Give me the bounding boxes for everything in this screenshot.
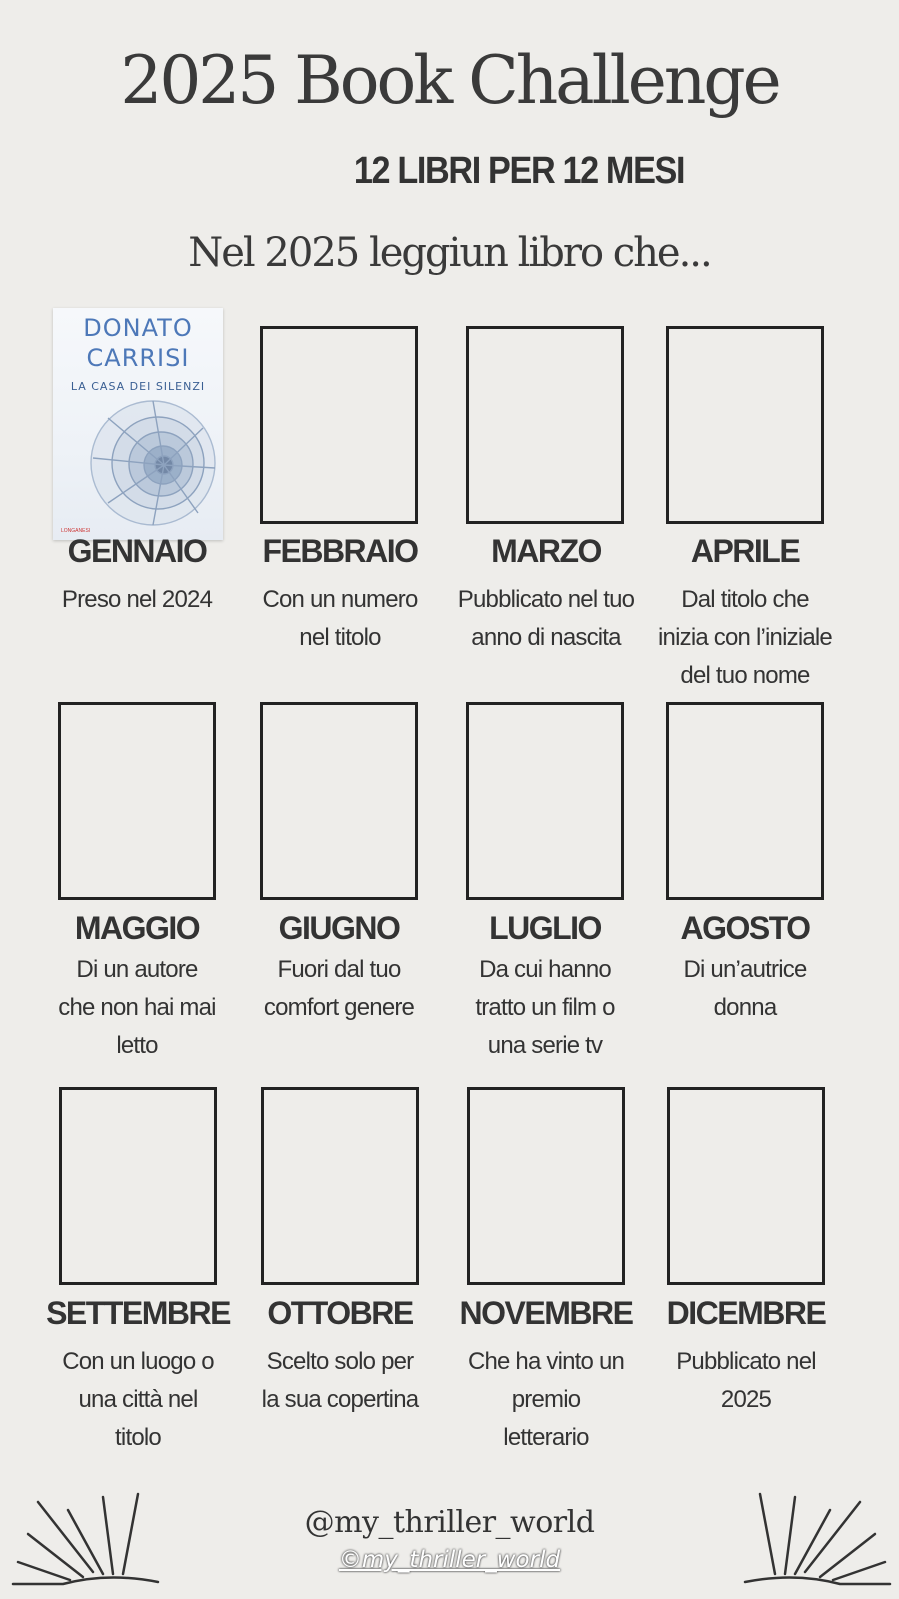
watermark-handle[interactable]: ©my_thriller_world: [338, 1547, 561, 1573]
desc-line: Che ha vinto un: [467, 1348, 625, 1375]
desc-line: inizia con l’iniziale: [658, 624, 832, 651]
desc-line: Dal titolo che: [681, 586, 809, 613]
month-label-novembre: NOVEMBRE: [459, 1295, 633, 1331]
desc-line: Fuori dal tuo: [277, 956, 401, 983]
book-slot-luglio[interactable]: [466, 702, 624, 900]
month-label-maggio: MAGGIO: [74, 910, 200, 946]
desc-line: Da cui hanno: [479, 956, 611, 983]
month-label-settembre: SETTEMBRE: [46, 1295, 230, 1331]
month-desc-novembre: [441, 1343, 651, 1457]
book-slot-marzo[interactable]: [466, 326, 624, 524]
desc-line: Scelto solo per: [266, 1348, 414, 1375]
challenge-prompt: Nel 2025 leggiun libro che...: [188, 230, 711, 276]
month-label-giugno: GIUGNO: [278, 910, 400, 946]
month-desc-ottobre: [235, 1343, 445, 1419]
desc-line: Di un’autrice: [683, 956, 807, 983]
month-label-febbraio: FEBBRAIO: [262, 533, 418, 569]
month-label-agosto: AGOSTO: [680, 910, 810, 946]
page-subtitle: 12 LIBRI PER 12 MESI: [353, 150, 685, 192]
book-slot-aprile[interactable]: [666, 326, 824, 524]
month-desc-aprile: [640, 581, 850, 695]
desc-line: Pubblicato nel tuo: [457, 586, 635, 613]
desc-line: una città nel: [78, 1386, 198, 1413]
desc-line: Pubblicato nel: [676, 1348, 816, 1375]
month-label-ottobre: OTTOBRE: [267, 1295, 413, 1331]
desc-line: tratto un film o: [475, 994, 615, 1021]
month-label-marzo: MARZO: [491, 533, 601, 569]
book-slot-maggio[interactable]: [58, 702, 216, 900]
cover-author-last: CARRISI: [86, 344, 190, 372]
desc-line: Con un numero: [262, 586, 418, 613]
book-slot-giugno[interactable]: [260, 702, 418, 900]
book-slot-dicembre[interactable]: [667, 1087, 825, 1285]
desc-line: comfort genere: [263, 994, 415, 1021]
book-slot-settembre[interactable]: [59, 1087, 217, 1285]
month-label-gennaio: GENNAIO: [67, 533, 207, 569]
desc-line: Preso nel 2024: [61, 586, 213, 613]
cover-author-first: DONATO: [83, 314, 193, 342]
month-desc-dicembre: [641, 1343, 851, 1419]
month-desc-settembre: [33, 1343, 243, 1457]
desc-line: 2025: [720, 1386, 772, 1413]
month-label-aprile: APRILE: [690, 533, 800, 569]
month-desc-marzo: [441, 581, 651, 657]
page-title: 2025 Book Challenge: [120, 42, 779, 119]
month-desc-giugno: [234, 951, 444, 1027]
desc-line: che non hai mai: [58, 994, 216, 1021]
desc-line: nel titolo: [299, 624, 381, 651]
desc-line: Di un autore: [76, 956, 198, 983]
author-handle[interactable]: @my_thriller_world: [304, 1505, 595, 1540]
book-cover-gennaio[interactable]: [53, 308, 223, 540]
month-desc-febbraio: [235, 581, 445, 657]
desc-line: donna: [713, 994, 777, 1021]
cover-publisher: LONGANESI: [61, 528, 91, 534]
desc-line: premio: [511, 1386, 581, 1413]
desc-line: del tuo nome: [680, 662, 810, 689]
desc-line: anno di nascita: [471, 624, 621, 651]
desc-line: titolo: [115, 1424, 161, 1451]
cover-title: LA CASA DEI SILENZI: [70, 380, 206, 393]
desc-line: la sua copertina: [261, 1386, 419, 1413]
month-desc-agosto: [640, 951, 850, 1027]
desc-line: letterario: [503, 1424, 589, 1451]
book-slot-agosto[interactable]: [666, 702, 824, 900]
book-slot-ottobre[interactable]: [261, 1087, 419, 1285]
book-slot-novembre[interactable]: [467, 1087, 625, 1285]
month-desc-gennaio: [32, 581, 242, 619]
nautilus-shell-icon: [53, 308, 223, 540]
desc-line: Con un luogo o: [62, 1348, 214, 1375]
desc-line: letto: [116, 1032, 158, 1059]
book-slot-febbraio[interactable]: [260, 326, 418, 524]
desc-line: una serie tv: [487, 1032, 603, 1059]
month-label-luglio: LUGLIO: [489, 910, 601, 946]
month-label-dicembre: DICEMBRE: [666, 1295, 826, 1331]
month-desc-maggio: [32, 951, 242, 1065]
month-desc-luglio: [440, 951, 650, 1065]
